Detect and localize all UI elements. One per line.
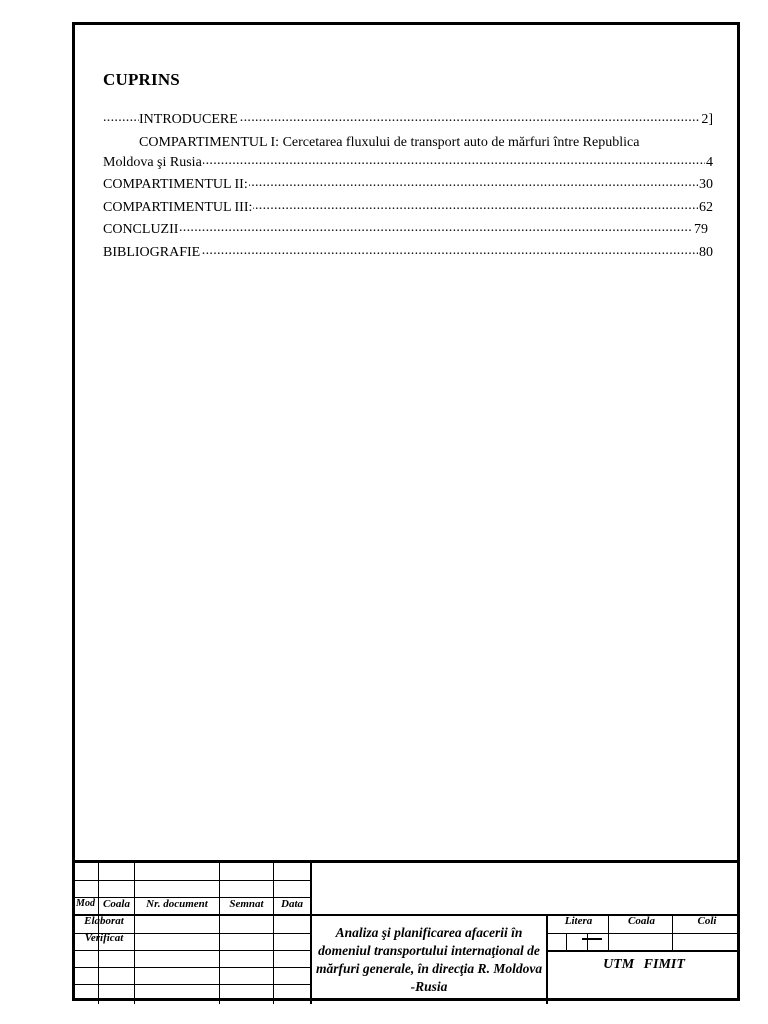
role-verificat: Verificat [84, 932, 124, 944]
header-mod: Mod [76, 898, 95, 909]
toc-entry-concluzii[interactable] [103, 220, 708, 240]
header-coala: Coala [103, 898, 130, 910]
header-data: Data [281, 898, 303, 910]
organization-label: UTM FIMIT [603, 957, 685, 972]
header-semnat: Semnat [229, 898, 264, 910]
header-nr-document: Nr. document [146, 898, 208, 910]
toc-entry-label-line2: Moldova şi Rusia [103, 154, 202, 170]
grid-line [587, 933, 588, 950]
toc-entry-line2 [103, 153, 713, 173]
toc-entry-page: 79 [693, 220, 708, 240]
toc-entry-page: 80 [698, 243, 713, 263]
document-title: Analiza şi planificarea afacerii în domeniul transportului internaţional de mărfuri generale, în direcţia R. Moldova -Rusia [315, 925, 543, 994]
header-litera: Litera [564, 915, 593, 927]
grid-line [546, 933, 740, 934]
toc-entry-page: 30 [698, 175, 713, 195]
toc-entry-compartimentul-3[interactable] [103, 198, 713, 218]
toc-entry-label: COMPARTIMENTUL III: [103, 199, 253, 215]
header-coli: Coli [697, 915, 717, 927]
grid-line [72, 984, 310, 985]
toc-entry-introducere[interactable] [103, 110, 713, 130]
toc-title: CUPRINS [103, 70, 180, 89]
header-coala-sheet: Coala [628, 915, 655, 927]
grid-line [72, 950, 310, 951]
toc-entry-label: COMPARTIMENTUL II: [103, 177, 248, 193]
grid-line [310, 863, 312, 1004]
toc-entry-bibliografie[interactable] [103, 243, 713, 263]
grid-line [72, 880, 310, 881]
toc-entry-compartimentul-2[interactable] [103, 175, 713, 195]
toc-entry-compartimentul-1[interactable] [103, 133, 713, 173]
grid-line [72, 967, 310, 968]
toc-entry-label: CONCLUZII [103, 222, 179, 238]
grid-line [546, 950, 740, 952]
toc-entry-label: INTRODUCERE [139, 112, 238, 127]
role-elaborat: Elaborat [84, 915, 124, 927]
litera-dash [582, 938, 602, 940]
toc-entry-page: 2] [700, 110, 713, 130]
toc-entry-label-line1: COMPARTIMENTUL I: Cercetarea fluxului de transport auto de mărfuri între Republica [139, 134, 640, 150]
toc-entry-page: 4 [705, 153, 713, 173]
toc-entry-label: BIBLIOGRAFIE [103, 244, 201, 260]
grid-line [566, 933, 567, 950]
toc-entry-page: 62 [698, 198, 713, 218]
table-of-contents [103, 110, 713, 266]
